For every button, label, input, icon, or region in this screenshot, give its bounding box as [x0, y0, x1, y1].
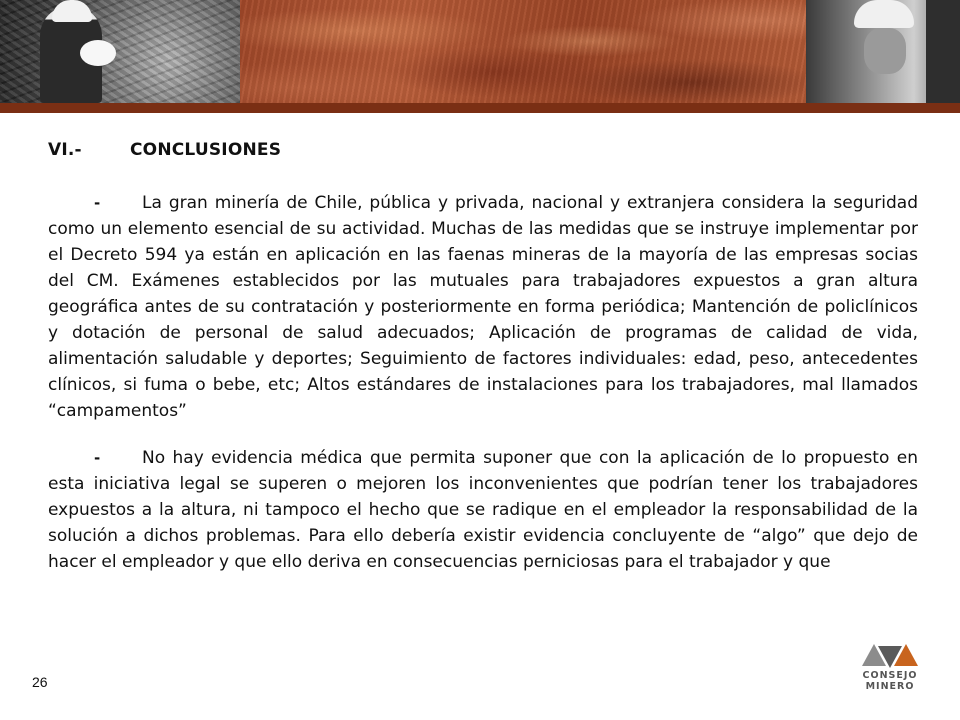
slide-content: [48, 140, 918, 596]
banner-divider: [0, 103, 960, 113]
miner-photo-left: [0, 0, 240, 103]
logo-text-consejo: CONSEJO: [862, 670, 918, 681]
section-heading: [48, 140, 918, 160]
logo-mark-icon: [858, 640, 922, 670]
paragraph-2: [48, 445, 918, 575]
section-title: CONCLUSIONES: [130, 140, 282, 160]
logo-text-minero: MINERO: [865, 681, 915, 692]
consejo-minero-logo: [858, 640, 922, 702]
section-number: VI.-: [48, 140, 82, 160]
header-banner: [0, 0, 960, 103]
rust-texture-image: [240, 0, 806, 103]
bullet-marker: -: [94, 449, 101, 467]
paragraph-1: [48, 190, 918, 424]
miner-photo-right: [806, 0, 960, 103]
paragraph-text: La gran minería de Chile, pública y privada, nacional y extranjera considera la seguridad como un elemento esencial de su actividad. Muchas de las medidas que se instruye implementar por el Decreto 594 ya están en aplicación en las faenas mineras de la mayoría de las empresas socias del CM. Exámenes establecidos por las mutuales para trabajadores expuestos a gran altura geográfica antes de su contratación y posteriormente en forma periódica; Mantención de policlínicos y dotación de personal de salud adecuados; Aplicación de programas de calidad de vida, alimentación saludable y deportes; Seguimiento de factores individuales: edad, peso, antecedentes clínicos, si fuma o bebe, etc; Altos estándares de instalaciones para los trabajadores, mal llamados “campamentos”: [48, 193, 918, 421]
bullet-marker: -: [94, 194, 101, 212]
paragraph-text: No hay evidencia médica que permita suponer que con la aplicación de lo propuesto en esta iniciativa legal se superen o mejoren los inconvenientes que podrían tener los trabajadores expuestos a la altura, ni tampoco el hecho que se radique en el empleador la responsabilidad de la solución a dichos problemas. Para ello debería existir evidencia concluyente de “algo” que dejo de hacer el empleador y que ello deriva en consecuencias perniciosas para el trabajador y que: [48, 448, 918, 572]
page-number: 26: [32, 674, 48, 690]
